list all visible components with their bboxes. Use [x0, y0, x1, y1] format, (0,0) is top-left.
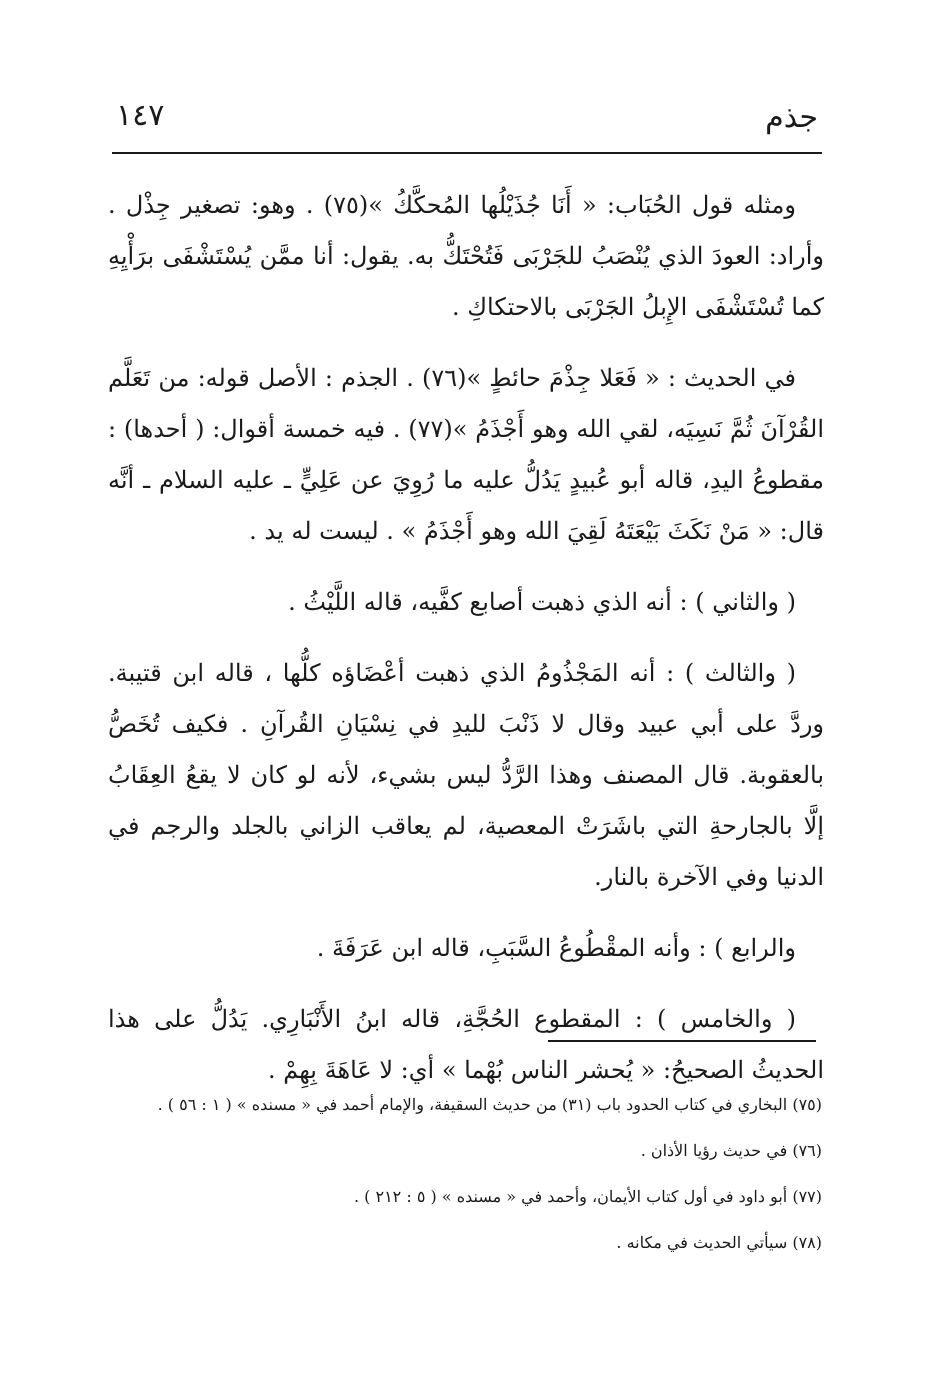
footnote: (٧٨) سيأتي الحديث في مكانه . — [616, 1233, 822, 1252]
footnote: (٧٧) أبو داود في أول كتاب الأيمان، وأحمد في « مسنده » ( ٥ : ٢١٢ ) . — [353, 1187, 822, 1206]
paragraph: ( والثاني ) : أنه الذي ذهبت أصابع كفَّيه، قاله اللَّيْثُ . — [288, 588, 796, 616]
paragraph: في الحديث : « فَعَلا جِذْمَ حائطٍ »(٧٦) . الجذم : الأصل قوله: من تَعَلَّم القُرْآنَ ثُمَّ نَسِيَه، لقي الله وهو أَجْذَمُ »(٧٧) . فيه خمسة أقوال: ( أحدها) : مقطوعُ اليدِ، قاله أبو عُبيدٍ يَدُلُّ عليه ما رُوِيَ عن عَلِيٍّ ـ عليه السلام ـ أنَّه قال: « مَنْ نَكَثَ بَيْعَتَهُ لَقِيَ الله وهو أَجْذَمُ » . ليست له يد . — [108, 364, 825, 545]
footnotes — [108, 1088, 822, 1272]
page-number: ١٤٧ — [116, 98, 165, 133]
main-text — [108, 180, 824, 1116]
paragraph: والرابع ) : وأنه المقْطُوعُ السَّبَبِ، قاله ابن عَرَفَةَ . — [316, 934, 796, 962]
page-header — [112, 92, 822, 154]
footnote: (٧٦) في حديث رؤيا الأذان . — [640, 1141, 822, 1160]
footnote: (٧٥) البخاري في كتاب الحدود باب (٣١) من حديث السقيفة، والإمام أحمد في « مسنده » ( ١ : ٥٦ ) . — [157, 1095, 822, 1114]
paragraph: ومثله قول الحُبَاب: « أَنَا جُذَيْلُها المُحكَّكُ »(٧٥) . وهو: تصغير جِذْل . وأراد: العودَ الذي يُنْصَبُ للجَرْبَى فَتُحْتَكُّ به. يقول: أنا ممَّن يُسْتَشْفَى برَأْيِهِ كما تُسْتَشْفَى الإِبلُ الجَرْبَى بالاحتكاكِ . — [108, 191, 824, 321]
footnote-divider — [548, 1040, 816, 1042]
paragraph: ( والثالث ) : أنه المَجْذُومُ الذي ذهبت أعْضَاؤه كلُّها ، قاله ابن قتيبة. وردَّ على أبي عبيد وقال لا ذَنْبَ لليدِ في نِسْيَانِ القُرآنِ . فكيف تُخَصُّ بالعقوبة. قال المصنف وهذا الرَّدُّ ليس بشيء، لأنه لو كان لا يقعُ العِقَابُ إلَّا بالجارحةِ التي باشَرَتْ المعصية، لم يعاقب الزاني بالجلد والرجم في الدنيا وفي الآخرة بالنار. — [108, 659, 825, 891]
running-head: جذم — [765, 100, 818, 135]
paragraph: ( والخامس ) : المقطوع الحُجَّةِ، قاله ابنُ الأَنْبَارِي. يَدُلُّ على هذا الحديثُ الصحيحُ: « يُحشر الناس بُهْما » أي: لا عَاهَةَ بِهِمْ . — [108, 1005, 824, 1084]
